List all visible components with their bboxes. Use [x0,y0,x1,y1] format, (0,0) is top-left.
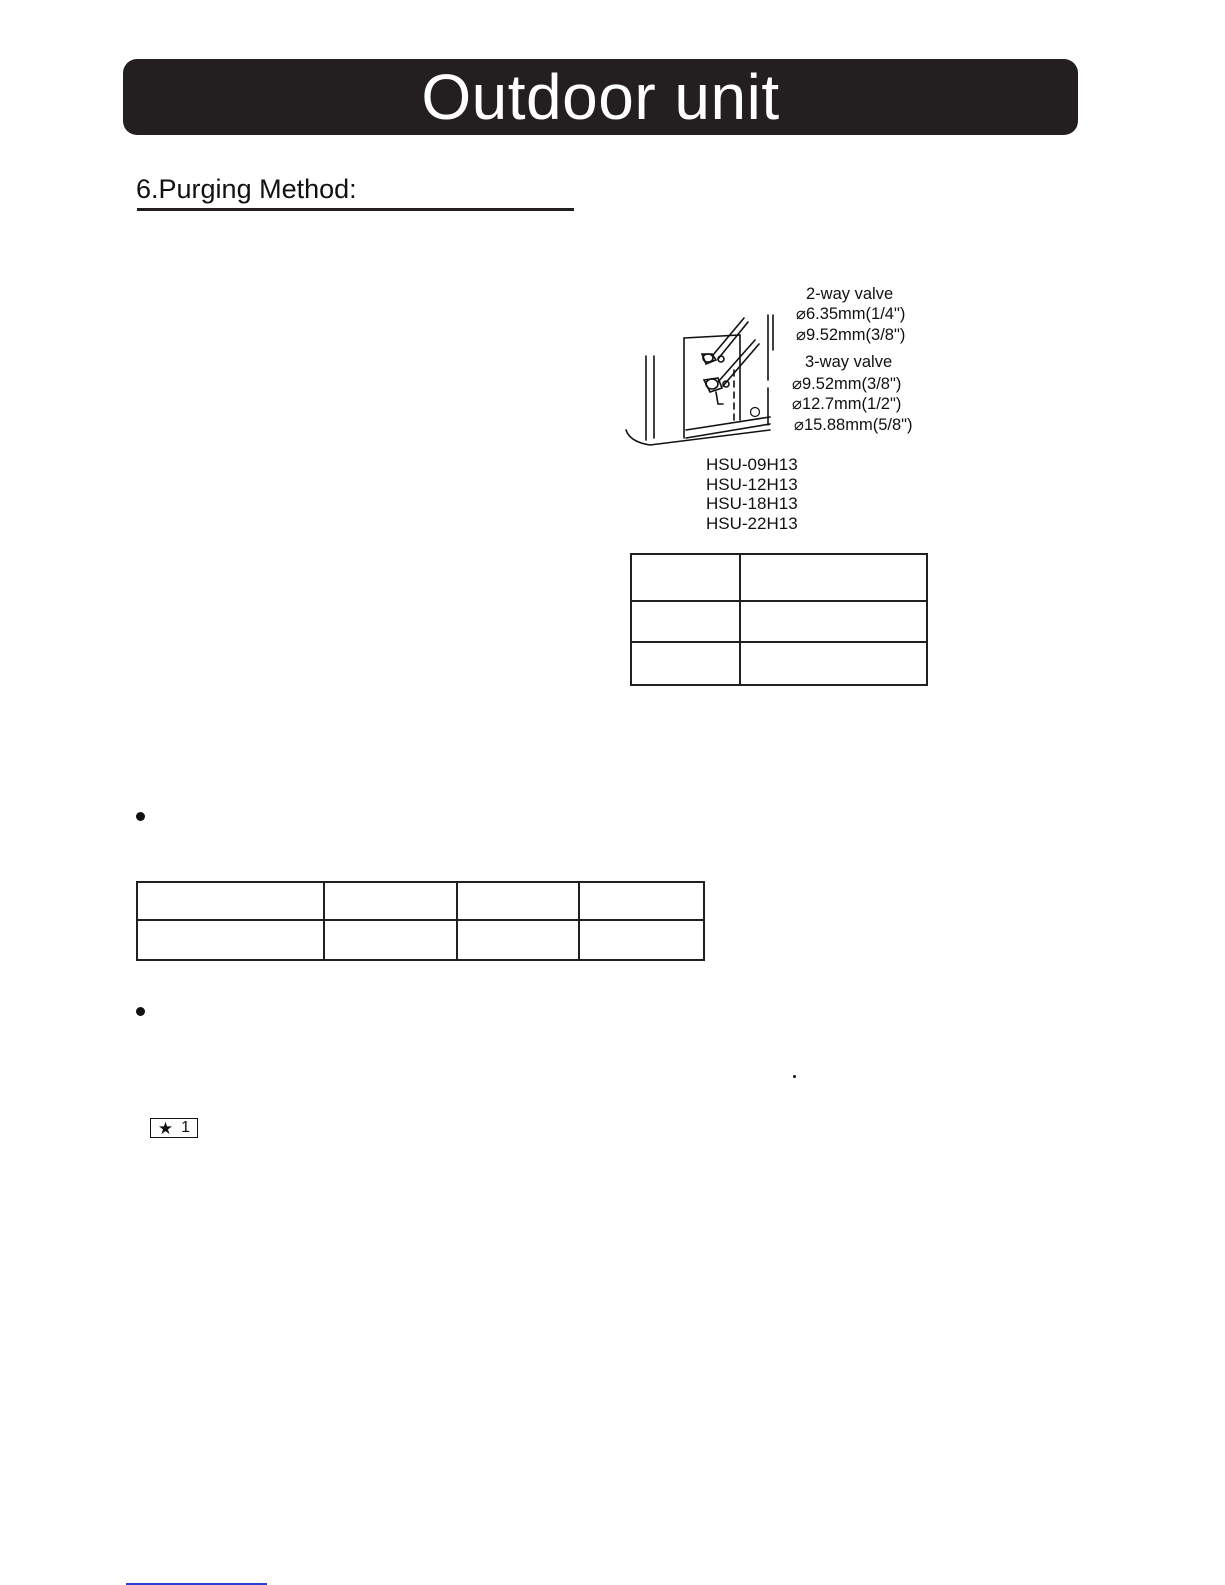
table-cell [457,882,579,920]
two-way-valve-label: 2-way valve [806,285,894,303]
table-cell [579,920,704,960]
table-cell [631,642,740,685]
three-way-size-2 [792,396,901,413]
two-way-size-2-value: 9.52mm(3/8") [805,326,906,344]
diameter-symbol: ⌀ [796,326,806,344]
table-cell [740,642,927,685]
three-way-size-3-value: 15.88mm(5/8") [803,416,913,434]
table-cell [137,920,324,960]
table-row [137,882,704,920]
section-heading: 6.Purging Method: [136,174,357,204]
two-way-size-2 [796,327,905,344]
table-cell [457,920,579,960]
diameter-symbol: ⌀ [794,416,804,434]
torque-table [136,881,705,961]
two-way-size-1 [796,306,905,323]
table-row [631,642,927,685]
model-item: HSU-12H13 [706,474,798,494]
diameter-symbol: ⌀ [796,305,806,323]
diameter-symbol: ⌀ [792,375,802,393]
star-icon: ★ [157,1118,174,1138]
model-list [706,455,798,533]
diameter-symbol: ⌀ [792,395,802,413]
header-banner [123,59,1078,135]
three-way-size-1-value: 9.52mm(3/8") [801,375,902,393]
three-way-size-1 [792,376,901,393]
three-way-size-3 [794,417,913,434]
section-underline [137,208,574,211]
period-mark [793,1075,796,1078]
two-way-size-1-value: 6.35mm(1/4") [805,305,906,323]
three-way-valve-label: 3-way valve [805,353,893,371]
table-cell [631,601,740,642]
three-way-size-2-value: 12.7mm(1/2") [801,395,902,413]
model-item: HSU-09H13 [706,455,798,474]
table-cell [324,882,457,920]
page-title: Outdoor unit [421,61,780,133]
model-item: HSU-22H13 [706,513,798,533]
valve-size-table [630,553,928,686]
table-row [137,920,704,960]
bullet-point [136,812,145,821]
table-cell [137,882,324,920]
table-cell [740,601,927,642]
bullet-point [136,1007,145,1016]
table-cell [631,554,740,601]
note-number: 1 [181,1119,191,1136]
table-cell [579,882,704,920]
model-item: HSU-18H13 [706,494,798,513]
table-cell [324,920,457,960]
table-cell [740,554,927,601]
table-row [631,601,927,642]
table-row [631,554,927,601]
note-reference-box [150,1118,198,1138]
